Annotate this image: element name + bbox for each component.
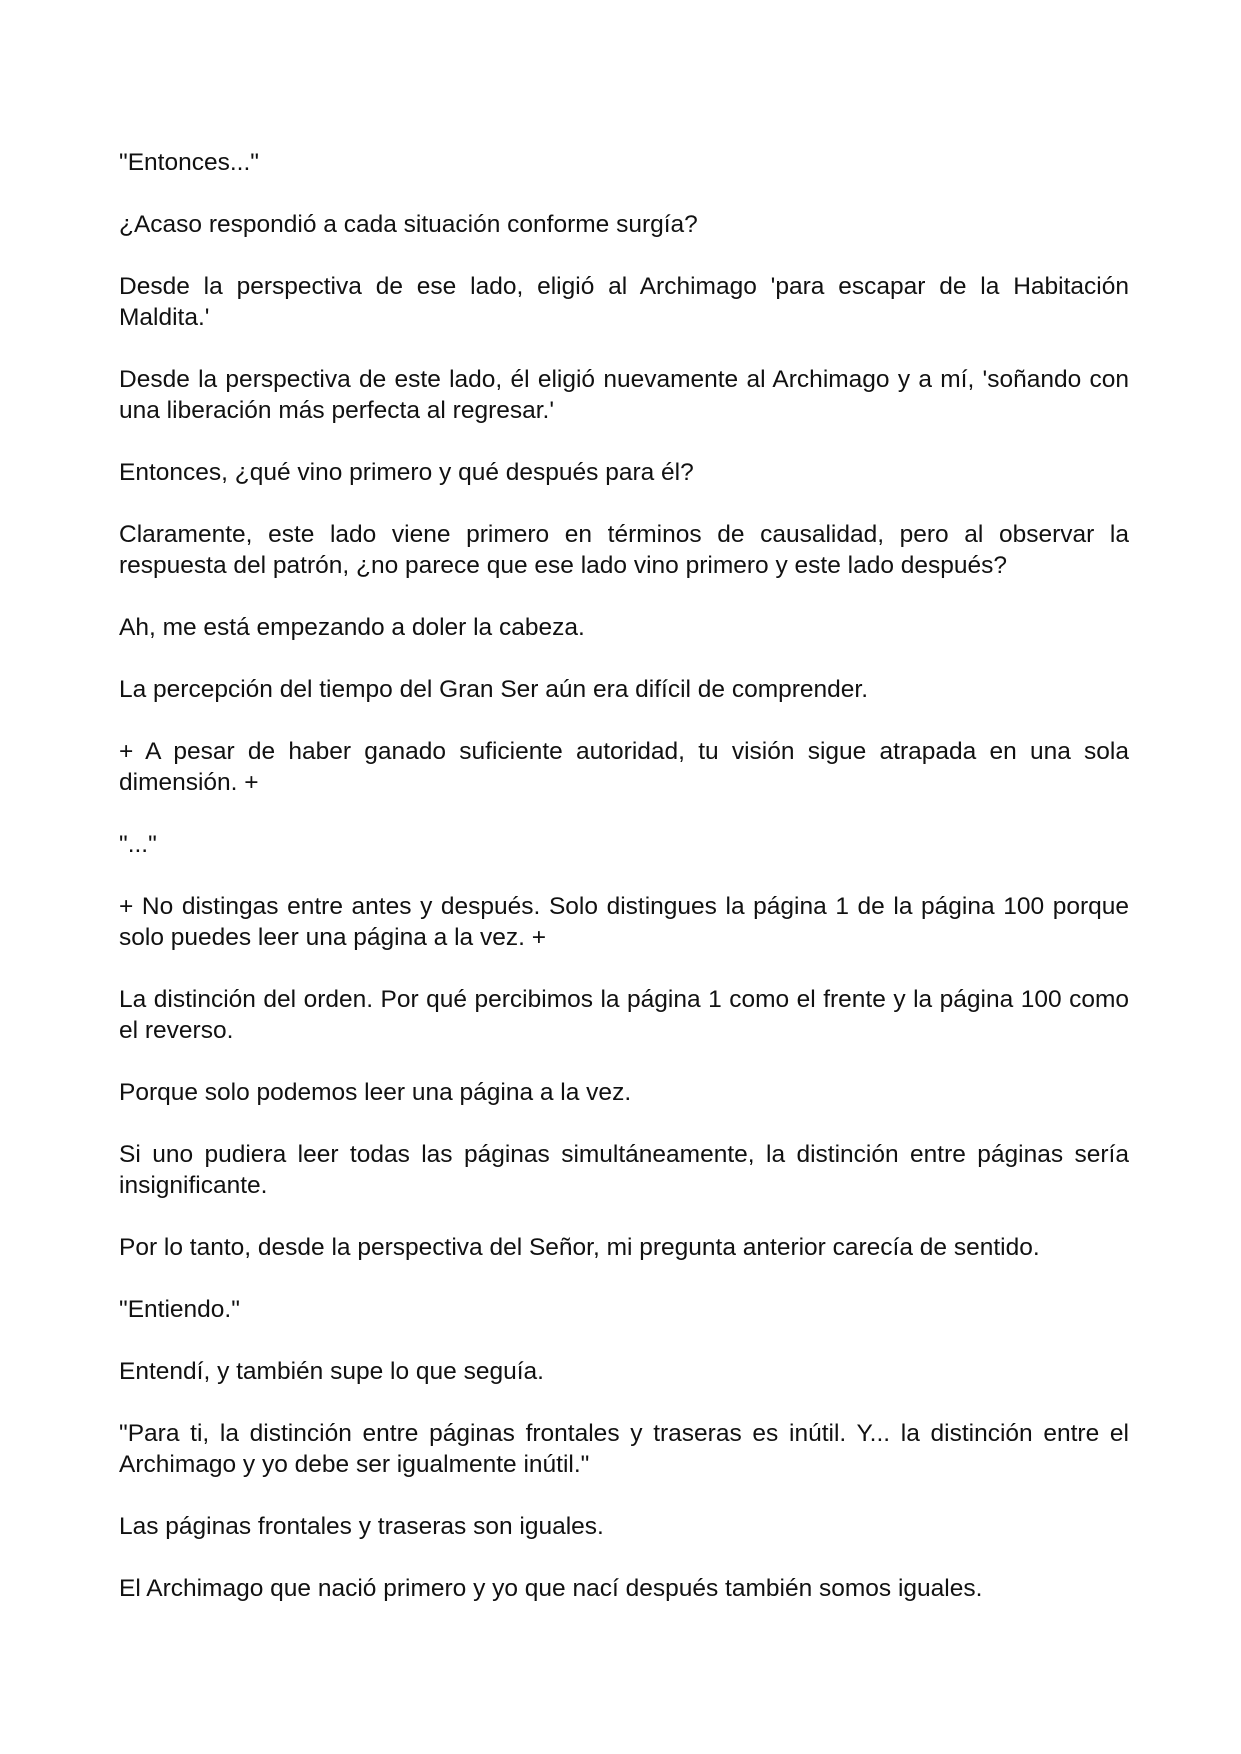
paragraph: La percepción del tiempo del Gran Ser aún era difícil de comprender. — [119, 676, 869, 703]
paragraph: "Entiendo." — [119, 1296, 240, 1323]
paragraph: Claramente, este lado viene primero en términos de causalidad, pero al observar la respuesta del patrón, ¿no parece que ese lado vino primero y este lado después? — [119, 521, 1129, 579]
paragraph: Por lo tanto, desde la perspectiva del Señor, mi pregunta anterior carecía de sentido. — [119, 1234, 1040, 1261]
paragraph: "..." — [119, 831, 157, 858]
paragraph: El Archimago que nació primero y yo que nací después también somos iguales. — [119, 1575, 983, 1602]
paragraph: Ah, me está empezando a doler la cabeza. — [119, 614, 585, 641]
paragraph: Entonces, ¿qué vino primero y qué después para él? — [119, 459, 694, 486]
document-body — [119, 147, 1129, 1604]
paragraph: Desde la perspectiva de este lado, él eligió nuevamente al Archimago y a mí, 'soñando con una liberación más perfecta al regresar.' — [119, 366, 1129, 424]
paragraph: "Para ti, la distinción entre páginas frontales y traseras es inútil. Y... la distinción entre el Archimago y yo debe ser igualmente inútil." — [119, 1420, 1129, 1478]
paragraph: + No distingas entre antes y después. Solo distingues la página 1 de la página 100 porque solo puedes leer una página a la vez. + — [119, 893, 1129, 951]
paragraph: Si uno pudiera leer todas las páginas simultáneamente, la distinción entre páginas sería insignificante. — [119, 1141, 1129, 1199]
paragraph: Porque solo podemos leer una página a la vez. — [119, 1079, 632, 1106]
paragraph: La distinción del orden. Por qué percibimos la página 1 como el frente y la página 100 como el reverso. — [119, 986, 1129, 1044]
paragraph: Las páginas frontales y traseras son iguales. — [119, 1513, 604, 1540]
paragraph: Entendí, y también supe lo que seguía. — [119, 1358, 544, 1385]
paragraph: + A pesar de haber ganado suficiente autoridad, tu visión sigue atrapada en una sola dimensión. + — [119, 738, 1129, 796]
paragraph: ¿Acaso respondió a cada situación conforme surgía? — [119, 211, 698, 238]
paragraph: Desde la perspectiva de ese lado, eligió al Archimago 'para escapar de la Habitación Maldita.' — [119, 273, 1129, 331]
paragraph: "Entonces..." — [119, 149, 259, 176]
